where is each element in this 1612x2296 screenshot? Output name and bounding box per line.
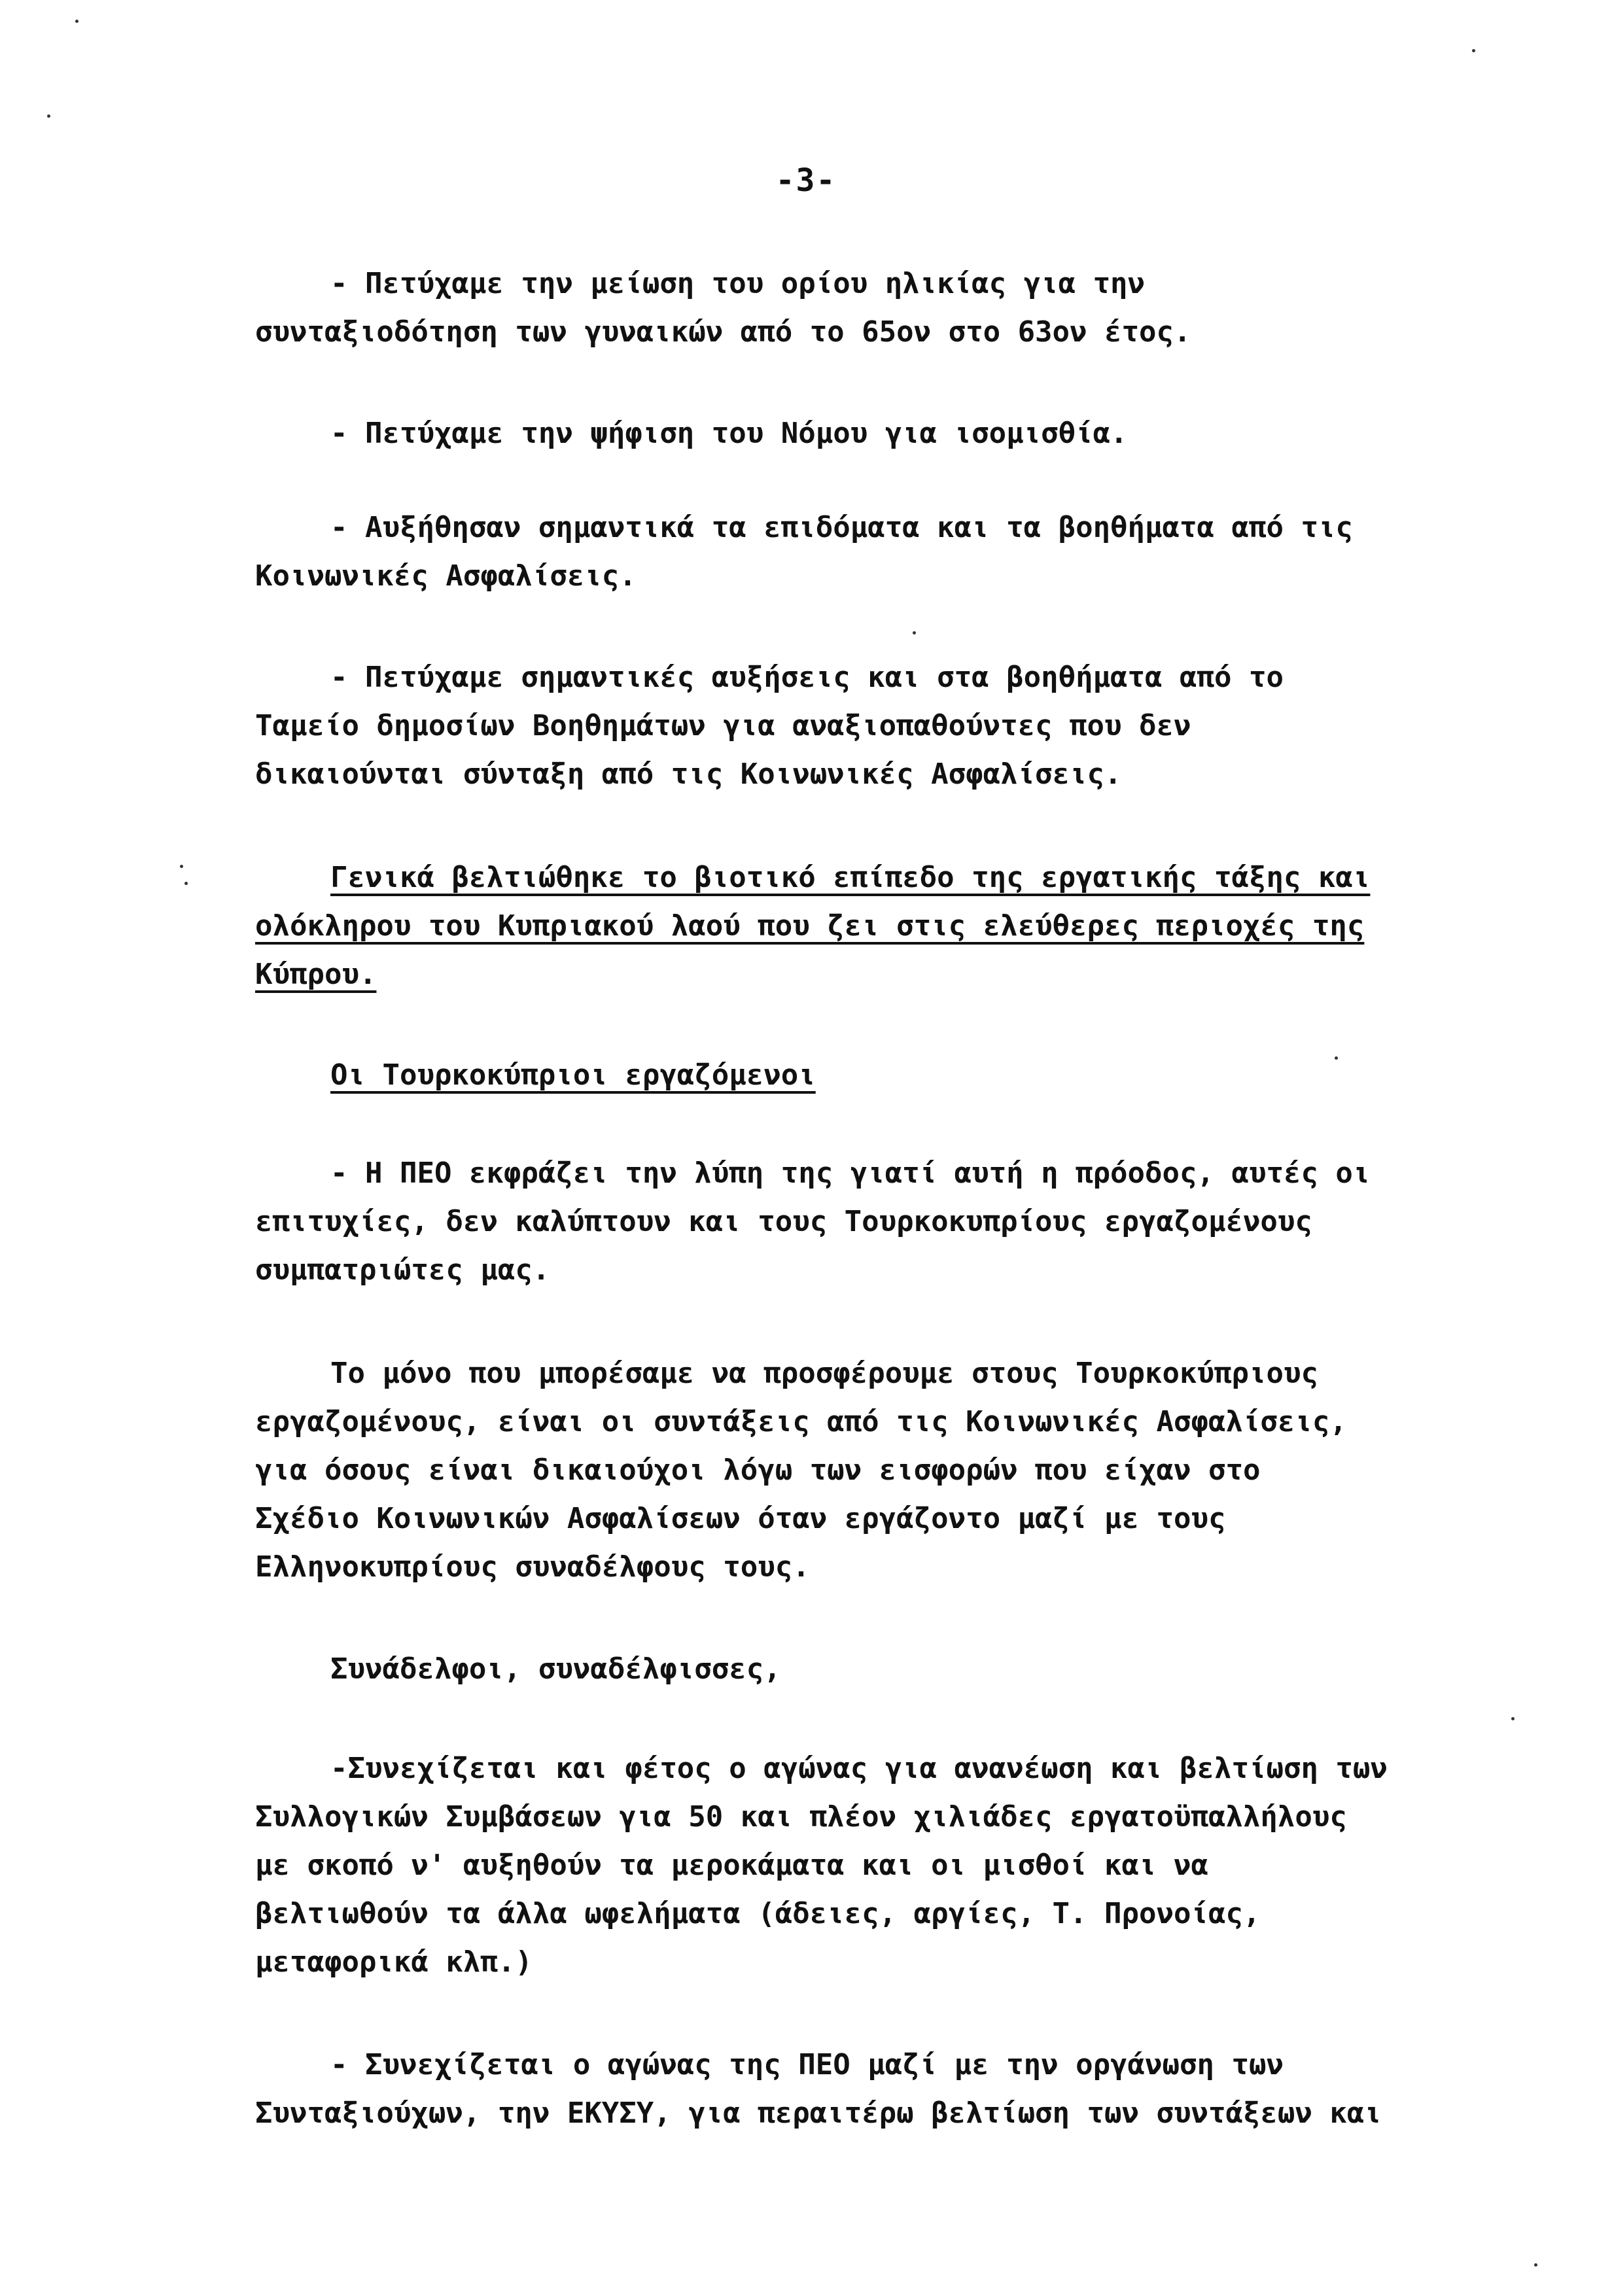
text-line: ολόκληρου του Κυπριακού λαού που ζει στις ελεύθερες περιοχές της: [255, 909, 1365, 943]
text-line: Συνταξιούχων, την ΕΚΥΣΥ, για περαιτέρω βελτίωση των συντάξεων και: [255, 2096, 1382, 2130]
text-line: βελτιωθούν τα άλλα ωφελήματα (άδειες, αργίες, Τ. Προνοίας,: [255, 1897, 1261, 1930]
text-line: εργαζομένους, είναι οι συντάξεις από τις Κοινωνικές Ασφαλίσεις,: [255, 1405, 1347, 1438]
paragraph-peo-regret: [255, 1149, 1371, 1295]
text-line: Γενικά βελτιώθηκε το βιοτικό επίπεδο της εργατικής τάξης και: [330, 861, 1371, 894]
scan-speck: [75, 20, 79, 23]
paragraph-pensioners-struggle: [255, 2041, 1382, 2138]
scan-speck: [184, 882, 188, 885]
text-line: Συλλογικών Συμβάσεων για 50 και πλέον χιλιάδες εργατοϋπαλλήλους: [255, 1800, 1347, 1834]
text-line: - Αυξήθησαν σημαντικά τα επιδόματα και τα βοηθήματα από τις: [330, 511, 1353, 544]
scan-speck: [1534, 2263, 1537, 2267]
text-line: - Συνεχίζεται ο αγώνας της ΠΕΟ μαζί με την οργάνωση των: [330, 2048, 1284, 2081]
scan-speck: [1335, 1056, 1338, 1060]
text-line: συμπατριώτες μας.: [255, 1253, 550, 1287]
section-heading-turkish-cypriot-workers: [255, 1051, 1341, 1100]
text-line: Κύπρου.: [255, 958, 377, 991]
text-line: -Συνεχίζεται και φέτος ο αγώνας για ανανέωση και βελτίωση των: [330, 1752, 1388, 1785]
paragraph-equal-pay: [255, 409, 1341, 458]
paragraph-benefits: [255, 504, 1353, 600]
scan-speck: [47, 114, 50, 118]
text-line: Σχέδιο Κοινωνικών Ασφαλίσεων όταν εργάζοντο μαζί με τους: [255, 1502, 1226, 1535]
paragraph-public-assistance: [255, 653, 1341, 799]
text-line: δικαιούνται σύνταξη από τις Κοινωνικές Ασφαλίσεις.: [255, 757, 1122, 791]
text-line: για όσους είναι δικαιούχοι λόγω των εισφορών που είχαν στο: [255, 1453, 1261, 1487]
text-line: - Πετύχαμε την ψήφιση του Νόμου για ισομισθία.: [330, 417, 1128, 450]
section-heading: Οι Τουρκοκύπριοι εργαζόμενοι: [330, 1058, 816, 1092]
scan-speck: [1472, 49, 1475, 52]
text-line: με σκοπό ν' αυξηθούν τα μεροκάματα και οι μισθοί και να: [255, 1849, 1208, 1882]
text-line: - Πετύχαμε σημαντικές αυξήσεις και στα βοηθήματα από το: [330, 661, 1284, 694]
paragraph-collective-agreements: [255, 1745, 1388, 1987]
paragraph-pensions-offered: [255, 1349, 1347, 1592]
paragraph-living-standard: [255, 854, 1371, 999]
text-line: - Πετύχαμε την μείωση του ορίου ηλικίας για την: [330, 267, 1146, 300]
text-line: - Η ΠΕΟ εκφράζει την λύπη της γιατί αυτή η πρόοδος, αυτές οι: [330, 1157, 1371, 1190]
text-line: μεταφορικά κλπ.): [255, 1945, 533, 1979]
text-line: Ταμείο δημοσίων Βοηθημάτων για αναξιοπαθούντες που δεν: [255, 709, 1191, 742]
text-line: συνταξιοδότηση των γυναικών από το 65ον στο 63ον έτος.: [255, 315, 1191, 349]
text-line: Συνάδελφοι, συναδέλφισσες,: [330, 1652, 781, 1686]
text-line: επιτυχίες, δεν καλύπτουν και τους Τουρκοκυπρίους εργαζομένους: [255, 1205, 1312, 1238]
page-number: -3-: [775, 162, 837, 199]
paragraph-pension-age: [255, 260, 1341, 357]
scan-speck: [180, 865, 183, 868]
salutation: [255, 1645, 1341, 1694]
scan-speck: [1511, 1717, 1515, 1720]
text-line: Κοινωνικές Ασφαλίσεις.: [255, 559, 637, 593]
text-line: Το μόνο που μπορέσαμε να προσφέρουμε στους Τουρκοκύπριους: [330, 1357, 1318, 1390]
scan-speck: [913, 631, 916, 635]
text-line: Ελληνοκυπρίους συναδέλφους τους.: [255, 1550, 810, 1584]
